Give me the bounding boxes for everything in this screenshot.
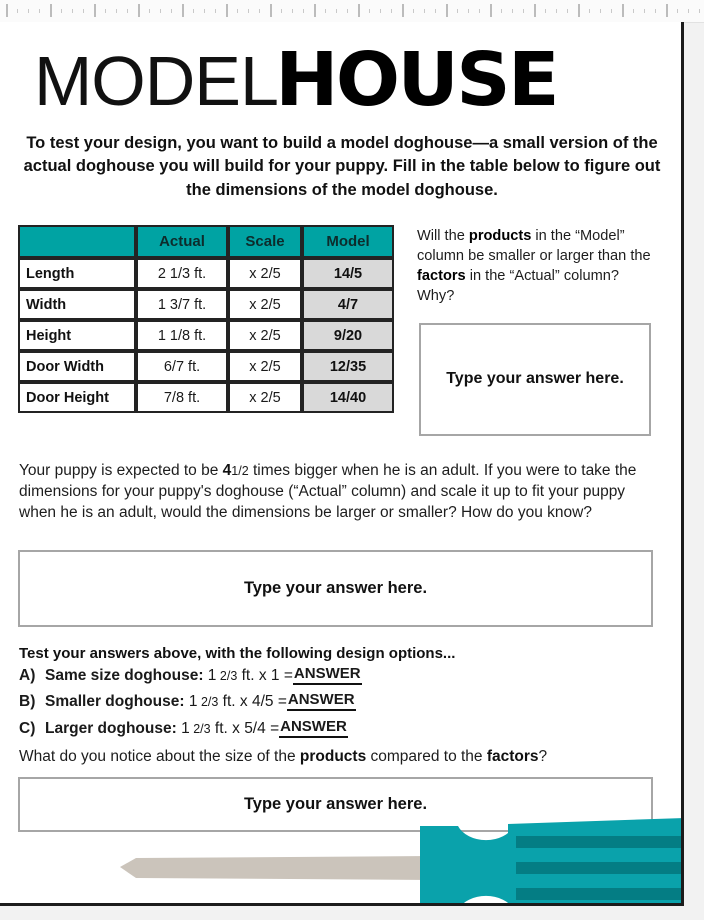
option-c-factor: 5/4 <box>244 720 266 737</box>
option-c-desc: Larger doghouse: <box>45 720 177 737</box>
puppy-fraction: 1/2 <box>231 464 249 478</box>
ruler-minor-tick <box>61 9 62 13</box>
ruler-minor-tick <box>468 9 469 13</box>
ruler-minor-tick <box>105 9 106 13</box>
option-a-desc: Same size doghouse: <box>45 667 204 684</box>
ruler-minor-tick <box>39 9 40 13</box>
row-label-height: Height <box>18 320 136 351</box>
row-label-width: Width <box>18 289 136 320</box>
notice-part2: compared to the <box>366 748 487 765</box>
design-option-b <box>19 693 356 711</box>
row-label-door-height: Door Height <box>18 382 136 413</box>
ruler-minor-tick <box>655 9 656 13</box>
table-row <box>18 382 394 413</box>
cell-scale-door-width: x 2/5 <box>228 351 302 382</box>
design-option-a <box>19 667 362 685</box>
answer-box-products-factors[interactable]: Type your answer here. <box>419 323 651 436</box>
ruler-minor-tick <box>600 9 601 13</box>
ruler-minor-tick <box>644 9 645 13</box>
ruler-minor-tick <box>149 9 150 13</box>
option-c-unit: ft. x <box>214 720 240 737</box>
ruler-major-tick <box>182 4 184 17</box>
option-a-fraction: 2/3 <box>219 669 238 683</box>
option-c-fraction: 2/3 <box>193 722 211 736</box>
ruler-minor-tick <box>589 9 590 13</box>
table-header-actual: Actual <box>136 225 228 258</box>
ruler-minor-tick <box>611 9 612 13</box>
ruler-minor-tick <box>171 9 172 13</box>
option-b-fraction: 2/3 <box>200 695 219 709</box>
ruler-minor-tick <box>567 9 568 13</box>
option-b-letter: B) <box>19 693 36 710</box>
notice-bold-products: products <box>299 748 367 765</box>
table-row <box>18 351 394 382</box>
cell-model-door-width[interactable]: 12/35 <box>302 351 394 382</box>
ruler-minor-tick <box>248 9 249 13</box>
ruler-minor-tick <box>17 9 18 13</box>
screwdriver-grip-collar <box>420 826 514 906</box>
option-c-answer-blank[interactable]: ANSWER <box>279 718 348 738</box>
puppy-part1: Your puppy is expected to be <box>19 462 223 479</box>
ruler-major-tick <box>446 4 448 17</box>
cell-actual-width: 1 3/7 ft. <box>136 289 228 320</box>
puppy-part2: times bigger when he is an adult. If you were to take the dimensions for your puppy's doghouse (“Actual” column) and scale it up to fit your puppy when he is an adult, would the dimensions be larger or smaller? How do you know? <box>19 462 637 522</box>
ruler-minor-tick <box>292 9 293 13</box>
ruler-minor-tick <box>435 9 436 13</box>
ruler-minor-tick <box>380 9 381 13</box>
option-a-whole: 1 <box>207 667 217 684</box>
ruler-minor-tick <box>677 9 678 13</box>
option-a-answer-blank[interactable]: ANSWER <box>293 665 362 685</box>
answer-box-notice[interactable]: Type your answer here. <box>18 777 653 832</box>
cell-scale-door-height: x 2/5 <box>228 382 302 413</box>
ruler-minor-tick <box>413 9 414 13</box>
ruler-major-tick <box>138 4 140 17</box>
ruler-minor-tick <box>633 9 634 13</box>
cell-scale-length: x 2/5 <box>228 258 302 289</box>
notice-part3: ? <box>538 748 548 765</box>
ruler-minor-tick <box>391 9 392 13</box>
option-c-letter: C) <box>19 720 36 737</box>
ruler-major-tick <box>94 4 96 17</box>
ruler-major-tick <box>314 4 316 17</box>
ruler-minor-tick <box>215 9 216 13</box>
cell-actual-door-height: 7/8 ft. <box>136 382 228 413</box>
ruler-major-tick <box>578 4 580 17</box>
ruler-major-tick <box>226 4 228 17</box>
option-a-equals: = <box>283 667 293 684</box>
ruler-minor-tick <box>259 9 260 13</box>
ruler-minor-tick <box>512 9 513 13</box>
cell-model-door-height[interactable]: 14/40 <box>302 382 394 413</box>
cell-model-length[interactable]: 14/5 <box>302 258 394 289</box>
ruler-major-tick <box>402 4 404 17</box>
cell-model-width[interactable]: 4/7 <box>302 289 394 320</box>
ruler-major-tick <box>490 4 492 17</box>
screwdriver-grip-stripe <box>516 862 684 874</box>
table-row <box>18 258 394 289</box>
cell-actual-length: 2 1/3 ft. <box>136 258 228 289</box>
table-row <box>18 289 394 320</box>
ruler-minor-tick <box>237 9 238 13</box>
row-label-length: Length <box>18 258 136 289</box>
worksheet-sheet <box>0 22 684 906</box>
cell-actual-door-width: 6/7 ft. <box>136 351 228 382</box>
ruler-minor-tick <box>160 9 161 13</box>
notice-part1: What do you notice about the size of the <box>19 748 300 765</box>
puppy-scale-question <box>19 460 661 524</box>
option-a-letter: A) <box>19 667 36 684</box>
ruler-strip <box>0 0 704 23</box>
screwdriver-grip-stripe <box>516 888 684 900</box>
cell-scale-height: x 2/5 <box>228 320 302 351</box>
option-b-desc: Smaller doghouse: <box>45 693 185 710</box>
cell-scale-width: x 2/5 <box>228 289 302 320</box>
table-row <box>18 320 394 351</box>
ruler-minor-tick <box>545 9 546 13</box>
ruler-minor-tick <box>556 9 557 13</box>
table-header-corner <box>18 225 136 258</box>
ruler-minor-tick <box>28 9 29 13</box>
row-label-door-width: Door Width <box>18 351 136 382</box>
ruler-minor-tick <box>479 9 480 13</box>
ruler-minor-tick <box>523 9 524 13</box>
ruler-minor-tick <box>369 9 370 13</box>
option-c-equals: = <box>270 720 280 737</box>
cell-model-height[interactable]: 9/20 <box>302 320 394 351</box>
puppy-bold-number: 4 <box>222 462 232 479</box>
screwdriver-grip-stripe <box>516 836 684 848</box>
design-options-heading: Test your answers above, with the following design options... <box>19 645 456 662</box>
ruler-minor-tick <box>347 9 348 13</box>
notice-bold-factors: factors <box>486 748 539 765</box>
ruler-minor-tick <box>72 9 73 13</box>
ruler-minor-tick <box>193 9 194 13</box>
ruler-minor-tick <box>457 9 458 13</box>
option-b-answer-blank[interactable]: ANSWER <box>287 691 356 711</box>
ruler-major-tick <box>50 4 52 17</box>
screwdriver-illustration <box>120 812 684 906</box>
title-model-word: MODEL <box>34 42 278 120</box>
ruler-minor-tick <box>501 9 502 13</box>
dimensions-table <box>18 225 394 413</box>
ruler-minor-tick <box>83 9 84 13</box>
ruler-minor-tick <box>116 9 117 13</box>
right-question-bold-products: products <box>468 228 532 244</box>
ruler-major-tick <box>534 4 536 17</box>
ruler-minor-tick <box>336 9 337 13</box>
option-a-unit: ft. x <box>241 667 267 684</box>
intro-paragraph: To test your design, you want to build a model doghouse—a small version of the actual doghouse you will build for your puppy. Fill in the table below to figure out the dimensions of the model doghouse. <box>23 134 661 199</box>
page-title <box>34 37 654 123</box>
title-house-word: HOUSE <box>275 37 557 123</box>
products-vs-factors-question <box>417 227 653 306</box>
screwdriver-shaft <box>120 856 430 880</box>
ruler-major-tick <box>622 4 624 17</box>
table-header-model: Model <box>302 225 394 258</box>
right-question-bold-factors: factors <box>417 267 466 284</box>
ruler-minor-tick <box>688 9 689 13</box>
right-question-part2: in the “Model” column be smaller or larger than the <box>417 228 651 264</box>
right-question-part1: Will the <box>417 228 469 244</box>
right-question-part3: in the “Actual” column? Why? <box>417 267 619 304</box>
option-c-whole: 1 <box>181 720 190 737</box>
option-b-whole: 1 <box>188 693 198 710</box>
notice-question <box>19 748 547 766</box>
option-a-factor: 1 <box>270 667 280 684</box>
design-option-c <box>19 720 348 738</box>
cell-actual-height: 1 1/8 ft. <box>136 320 228 351</box>
ruler-major-tick <box>6 4 8 17</box>
ruler-major-tick <box>270 4 272 17</box>
ruler-minor-tick <box>303 9 304 13</box>
ruler-minor-tick <box>281 9 282 13</box>
table-header-row <box>18 225 394 258</box>
option-b-unit: ft. x <box>222 693 248 710</box>
ruler-minor-tick <box>204 9 205 13</box>
ruler-minor-tick <box>325 9 326 13</box>
ruler-minor-tick <box>699 9 700 13</box>
ruler-minor-tick <box>127 9 128 13</box>
option-b-equals: = <box>277 693 287 710</box>
ruler-minor-tick <box>424 9 425 13</box>
answer-box-puppy-scale[interactable]: Type your answer here. <box>18 550 653 627</box>
ruler-major-tick <box>358 4 360 17</box>
ruler-major-tick <box>666 4 668 17</box>
option-b-factor: 4/5 <box>251 693 274 710</box>
table-header-scale: Scale <box>228 225 302 258</box>
